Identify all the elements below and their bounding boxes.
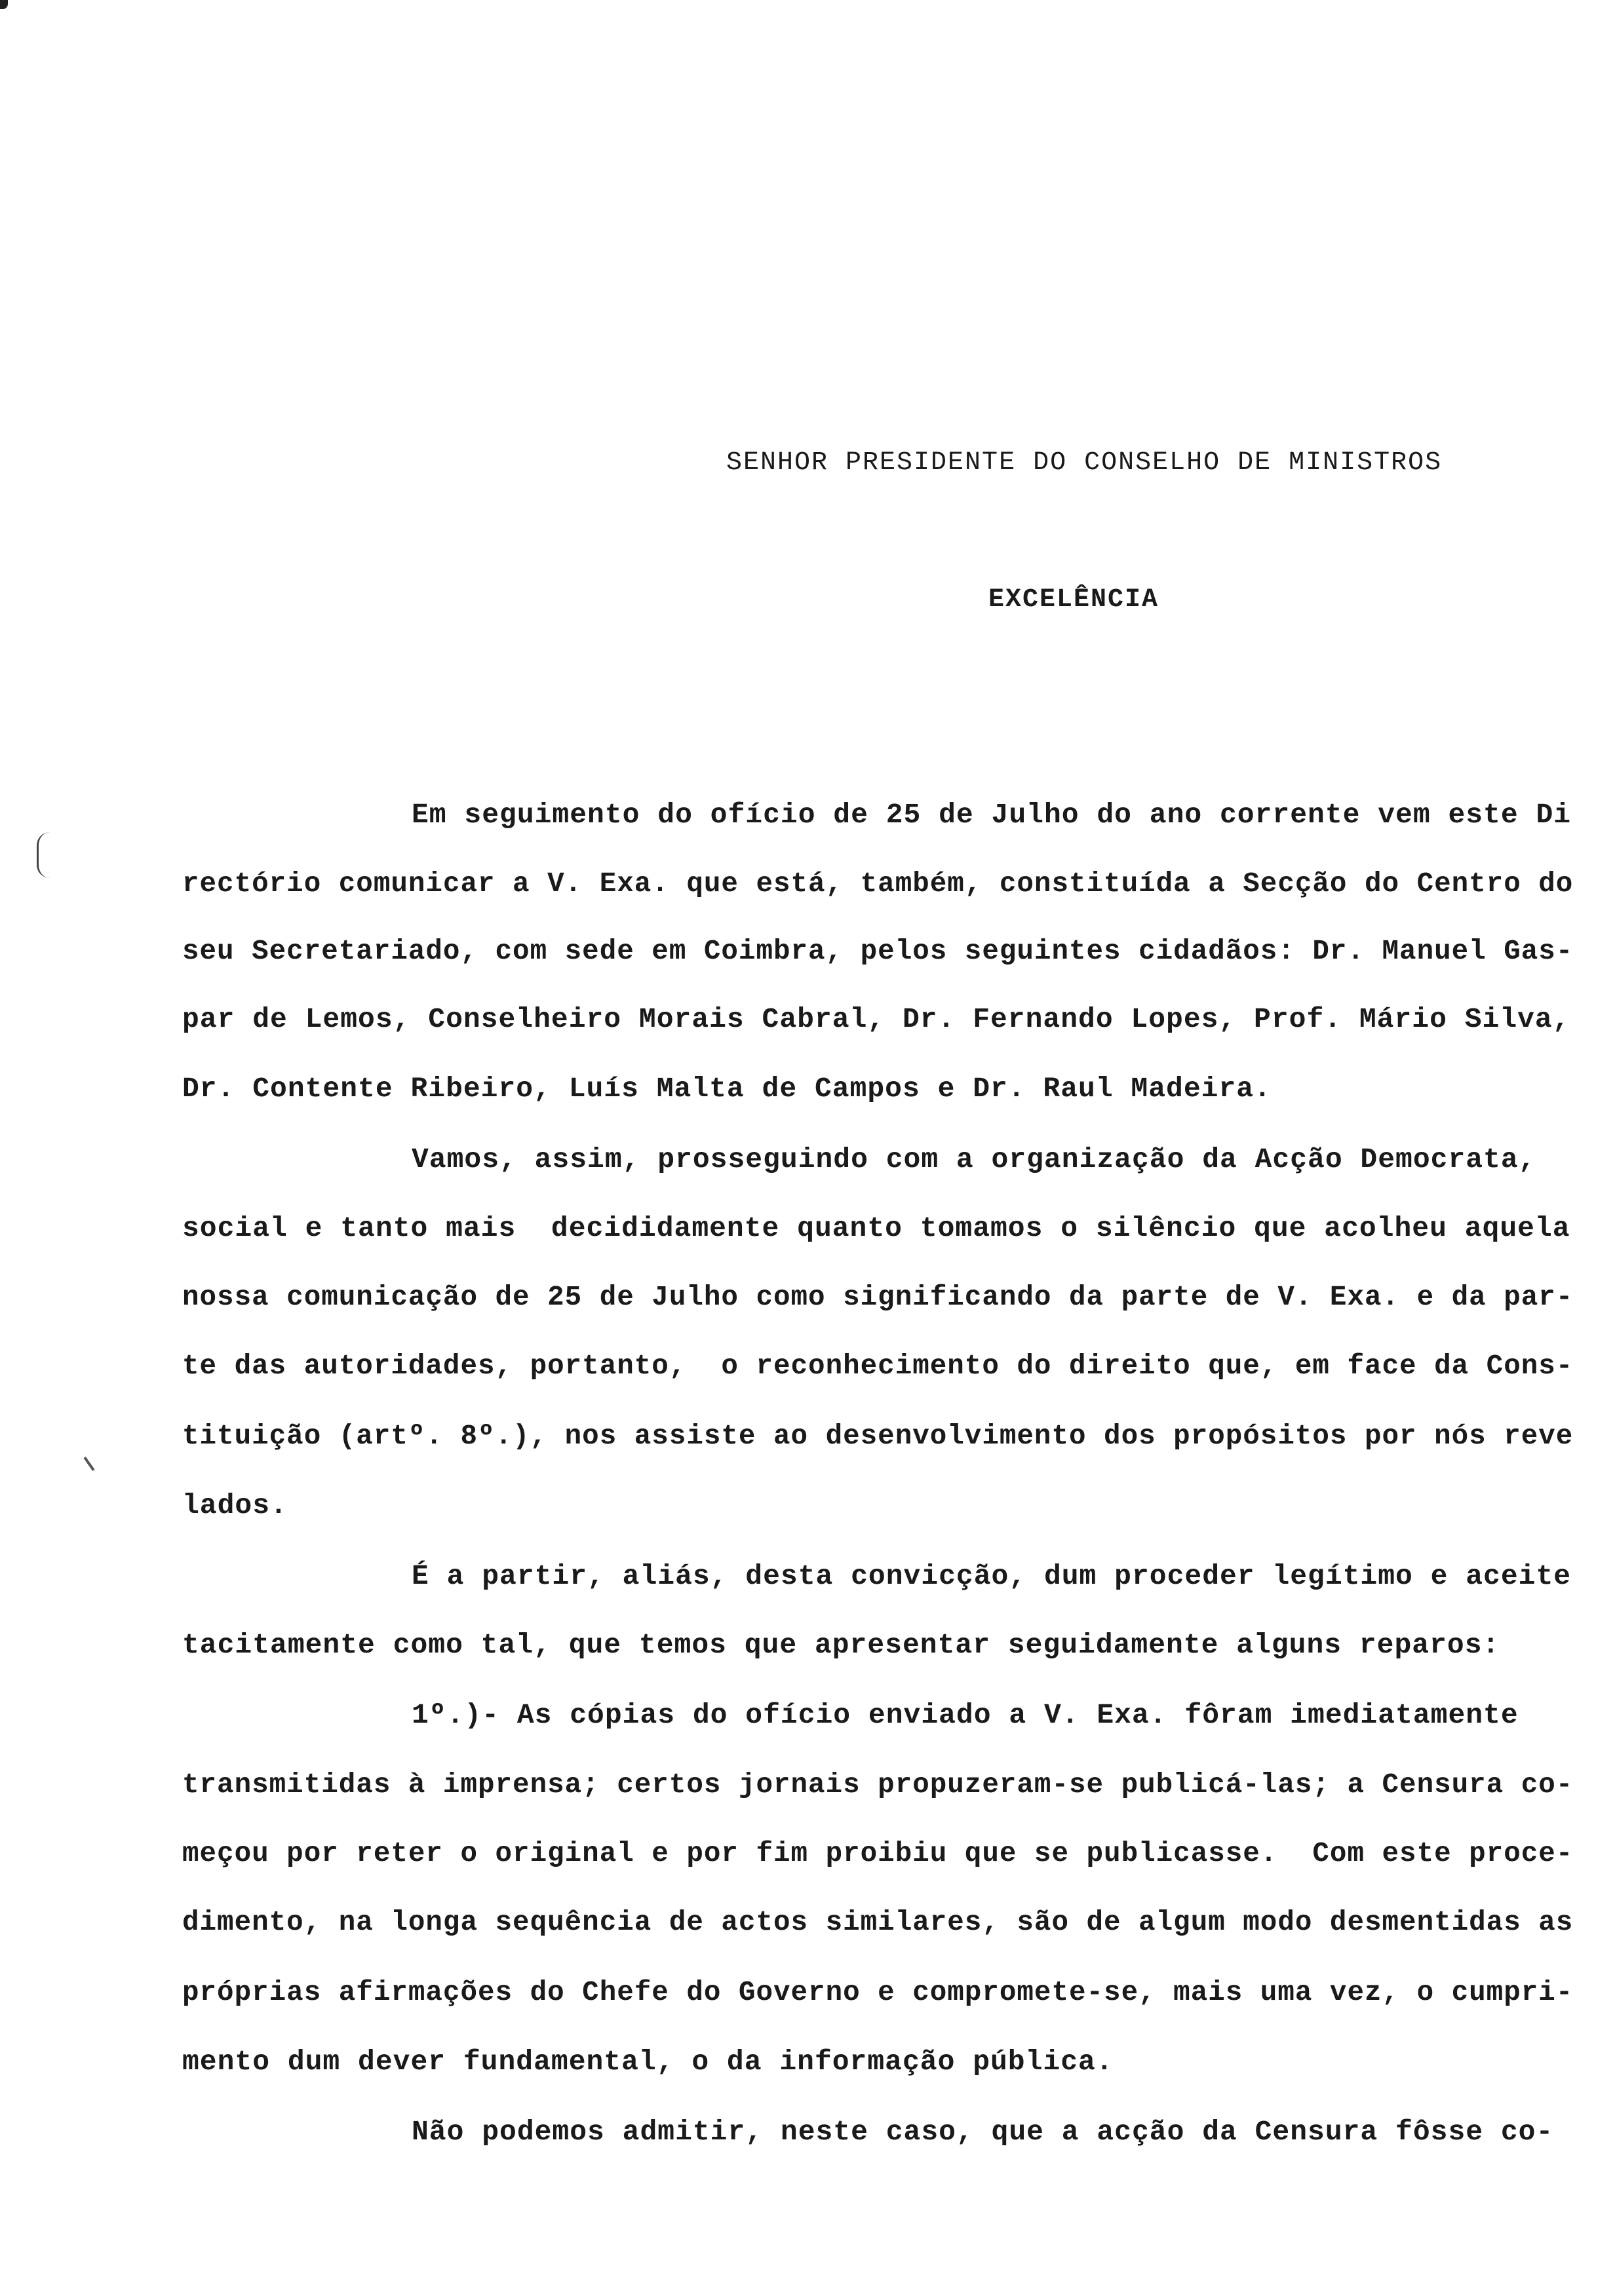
- body-line: te das autoridades, portanto, o reconhecimento do direito que, em face da Cons-: [182, 1350, 1574, 1382]
- body-line: lados.: [182, 1489, 288, 1521]
- margin-tick-mark: [83, 1457, 94, 1471]
- body-line: Dr. Contente Ribeiro, Luís Malta de Campos e Dr. Raul Madeira.: [182, 1073, 1272, 1105]
- addressee-heading: SENHOR PRESIDENTE DO CONSELHO DE MINISTROS: [726, 448, 1443, 478]
- body-line: par de Lemos, Conselheiro Morais Cabral, Dr. Fernando Lopes, Prof. Mário Silva,: [182, 1003, 1570, 1035]
- body-line: rectório comunicar a V. Exa. que está, também, constituída a Secção do Centro do: [182, 868, 1574, 900]
- body-line: Não podemos admitir, neste caso, que a acção da Censura fôsse co-: [412, 2116, 1554, 2148]
- margin-bracket-mark: [37, 832, 53, 878]
- body-line: tituição (artº. 8º.), nos assiste ao desenvolvimento dos propósitos por nós reve: [182, 1420, 1574, 1452]
- body-line: tacitamente como tal, que temos que apresentar seguidamente alguns reparos:: [182, 1629, 1500, 1661]
- body-line: Em seguimento do ofício de 25 de Julho do ano corrente vem este Di: [412, 799, 1572, 831]
- body-line: próprias afirmações do Chefe do Governo e compromete-se, mais uma vez, o cumpri-: [182, 1976, 1574, 2008]
- body-line: dimento, na longa sequência de actos similares, são de algum modo desmentidas as: [182, 1906, 1574, 1938]
- body-line: social e tanto mais decididamente quanto tomamos o silêncio que acolheu aquela: [182, 1212, 1570, 1244]
- body-line: mento dum dever fundamental, o da informação pública.: [182, 2046, 1114, 2078]
- body-line: 1º.)- As cópias do ofício enviado a V. Exa. fôram imediatamente: [412, 1699, 1519, 1731]
- body-line: Vamos, assim, prosseguindo com a organização da Acção Democrata,: [412, 1143, 1536, 1176]
- body-line: nossa comunicação de 25 de Julho como significando da parte de V. Exa. e da par-: [182, 1281, 1574, 1313]
- body-line: transmitidas à imprensa; certos jornais propuzeram-se publicá-las; a Censura co-: [182, 1769, 1574, 1801]
- margin-mark-top: [0, 0, 8, 9]
- salutation-heading: EXCELÊNCIA: [988, 585, 1159, 615]
- body-line: É a partir, aliás, desta convicção, dum proceder legítimo e aceite: [412, 1560, 1572, 1592]
- body-line: meçou por reter o original e por fim proibiu que se publicasse. Com este proce-: [182, 1837, 1574, 1869]
- body-line: seu Secretariado, com sede em Coimbra, pelos seguintes cidadãos: Dr. Manuel Gas-: [182, 935, 1574, 967]
